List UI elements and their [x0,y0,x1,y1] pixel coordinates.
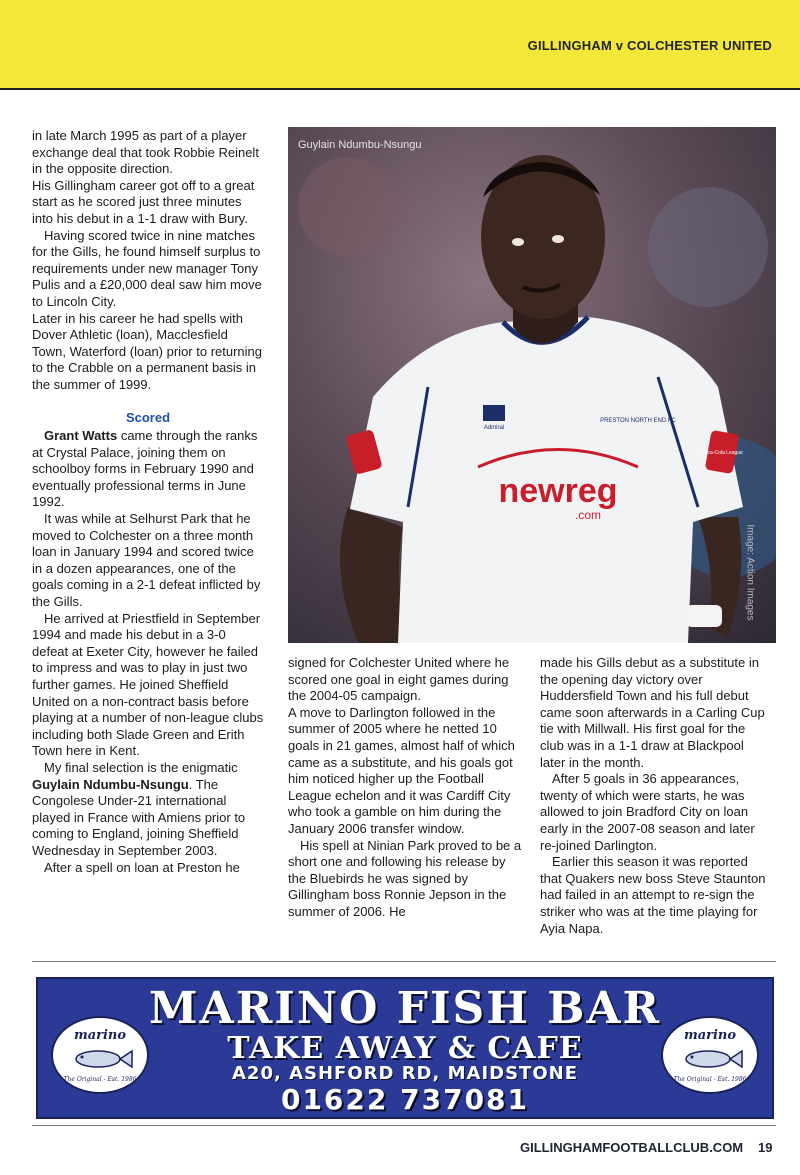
logo-top-text: marino [683,1028,737,1043]
kit-brand-text: Admiral [483,425,505,431]
marino-logo-right [660,1015,760,1095]
advert-banner [36,977,774,1119]
player-name: Guylain Ndumbu-Nsungu [32,776,189,792]
paragraph-text: came through the ranks at Crystal Palace, joining them on schoolboy forms in February 1990 and eventually professional terms in June 1992. [32,428,258,510]
fish-logo-icon [50,1015,150,1095]
club-crest-text: PRESTON NORTH END FC [600,418,676,424]
shirt-sponsor-sub: .com [574,508,602,522]
advert-subheadline: TAKE AWAY & CAFE [227,1031,583,1066]
article-column-left [32,128,264,876]
marino-logo-left [50,1015,150,1095]
footer-website: GILLINGHAMFOOTBALLCLUB.COM [520,1140,744,1155]
shirt-sponsor-text: newreg [498,472,618,510]
advert-phone: 01622 737081 [280,1083,530,1116]
advert-headline: MARINO FISH BAR [148,983,662,1034]
paragraph: made his Gills debut as a substitute in the opening day victory over Huddersfield Town and his full debut came soon afterwards in a Carling Cup tie with Millwall. His first goal for the club was in a 1-1 draw at Blackpool later in the month. [540,655,765,770]
photo-credit: Image: Action Images [744,524,756,621]
advert-divider-bottom [32,1125,776,1126]
photo-caption: Guylain Ndumbu-Nsungu [298,139,422,151]
logo-top-text: marino [73,1028,127,1043]
logo-bottom-text: The Original - Est. 1986 [63,1076,137,1083]
fish-logo-icon [660,1015,760,1095]
paragraph: After 5 goals in 36 appearances, twenty of which were starts, he was allowed to join Bradford City on loan early in the 2007-08 season and later re-joined Darlington. [540,771,755,853]
subheading: Scored [125,409,171,425]
paragraph [32,760,264,860]
advert-address: A20, ASHFORD RD, MAIDSTONE [231,1063,578,1084]
paragraph: After a spell on loan at Preston he [44,859,240,875]
paragraph: Earlier this season it was reported that Quakers new boss Steve Staunton had failed in an attempt to re-sign the striker who was at the time playing for Ayia Napa. [540,854,766,936]
page-header [0,0,800,88]
paragraph: in late March 1995 as part of a player exchange deal that took Robbie Reinelt in the opposite direction. [32,128,259,177]
paragraph: It was while at Selhurst Park that he moved to Colchester on a three month loan in January 1994 and scored twice in a dozen appearances, one of the goals coming in a 2-1 defeat inflicted by the Gills. [32,511,261,610]
player-name: Grant Watts [44,428,118,444]
page-number: 19 [758,1140,773,1155]
paragraph: signed for Colchester United where he scored one goal in eight games during the 2004-05 campaign. [288,655,510,704]
advert-divider-top [32,961,776,962]
paragraph [32,428,264,511]
article-column-right [540,655,772,937]
paragraph-text: My final selection is the enigmatic [44,759,238,775]
article-column-middle [288,655,522,921]
paragraph-text: . The Congolese Under-21 international played in France with Amiens prior to coming to England, joining Sheffield Wednesday in September 2003. [32,776,246,858]
player-illustration [288,127,776,643]
logo-bottom-text: The Original - Est. 1986 [673,1076,747,1083]
header-title: GILLINGHAM v COLCHESTER UNITED [527,38,772,53]
paragraph: He arrived at Priestfield in September 1994 and made his debut in a 3-0 defeat at Exeter City, however he failed to impress and was to play in just two further games. He joined Sheffield United on a non-contract basis before playing at a number of non-league clubs including both Slade Green and Erith Town here in Kent. [32,610,264,759]
sleeve-patch-text: Coca-Cola League [701,450,743,456]
paragraph: Later in his career he had spells with Dover Athletic (loan), Macclesfield Town, Waterford (loan) prior to returning to the Crabble on a permanent basis in the summer of 1999. [32,310,263,392]
paragraph: His spell at Ninian Park proved to be a short one and following his release by the Bluebirds he was signed by Gillingham boss Ronnie Jepson in the summer of 2006. He [288,837,522,919]
paragraph: Having scored twice in nine matches for the Gills, he found himself surplus to requirements under new manager Tony Pulis and a £20,000 deal saw him move to Lincoln City. [32,227,262,309]
paragraph: His Gillingham career got off to a great start as he scored just three minutes into his debut in a 1-1 draw with Bury. [32,177,255,226]
player-photo [288,127,776,643]
paragraph: A move to Darlington followed in the summer of 2005 where he netted 10 goals in 21 games, almost half of which came as a substitute, and his goals got him noticed higher up the Football League echelon and it was Cardiff City who took a gamble on him during the January 2006 transfer window. [288,704,515,836]
header-divider [0,88,800,90]
